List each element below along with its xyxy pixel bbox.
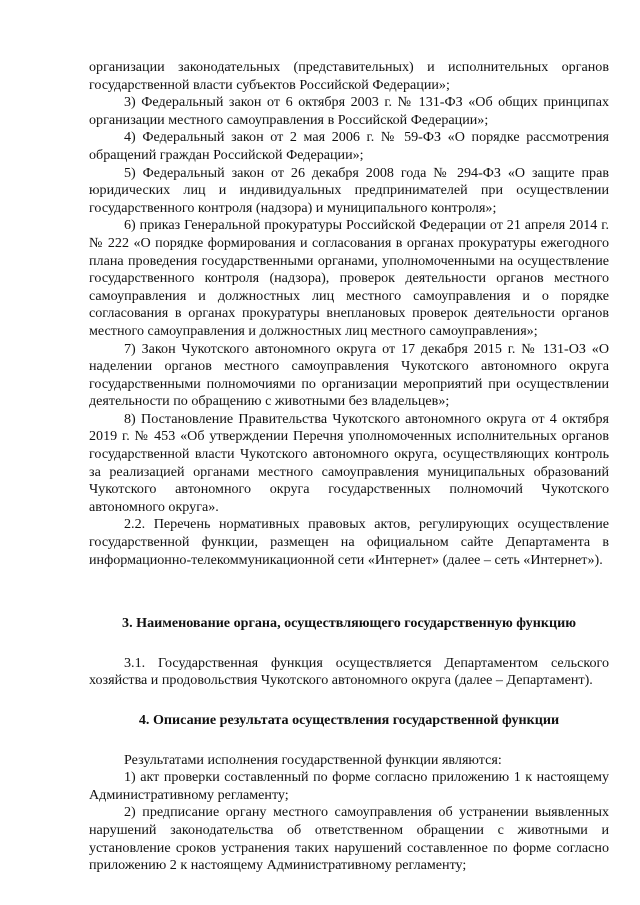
list-item-law-4: 4) Федеральный закон от 2 мая 2006 г. № 59-ФЗ «О порядке рассмотрения обращений граждан Российской Федерации»;	[89, 129, 609, 163]
spacer	[89, 633, 609, 655]
spacer	[89, 730, 609, 752]
result-item-1: 1) акт проверки составленный по форме согласно приложению 1 к настоящему Административному регламенту;	[89, 769, 609, 803]
document-page	[89, 59, 609, 875]
list-item-law-7: 7) Закон Чукотского автономного округа от 17 декабря 2015 г. № 131-ОЗ «О наделении органов местного самоуправления Чукотского автономного округа государственными полномочиями по организации мероприятий при осуществлении деятельности по обращению с животными без владельцев»;	[89, 340, 609, 410]
spacer	[89, 569, 609, 615]
list-item-law-3: 3) Федеральный закон от 6 октября 2003 г. № 131-ФЗ «Об общих принципах организации местного самоуправления в Российской Федерации»;	[89, 94, 609, 128]
section-3-heading: 3. Наименование органа, осуществляющего государственную функцию	[122, 615, 576, 632]
spacer	[89, 690, 609, 712]
paragraph-continuation: организации законодательных (представительных) и исполнительных органов государственной власти субъектов Российской Федерации»;	[89, 59, 609, 93]
section-4-heading: 4. Описание результата осуществления государственной функции	[138, 712, 560, 728]
list-item-order-6: 6) приказ Генеральной прокуратуры Российской Федерации от 21 апреля 2014 г. № 222 «О порядке формирования и согласования в органах прокуратуры ежегодного плана проведения государственными органами, уполномоченными на осуществление государственного контроля (надзора), проверок деятельности органов местного самоуправления и должностных лиц местного самоуправления и о порядке согласования в органах прокуратуры внеплановых проверок деятельности органов местного самоуправления и должностных лиц местного самоуправления»;	[89, 217, 609, 339]
clause-2-2: 2.2. Перечень нормативных правовых актов, регулирующих осуществление государственной функции, размещен на официальном сайте Департамента в информационно-телекоммуникационной сети «Интернет» (далее – сеть «Интернет»).	[89, 516, 609, 568]
clause-3-1: 3.1. Государственная функция осуществляется Департаментом сельского хозяйства и продовольствия Чукотского автономного округа (далее – Департамент).	[89, 654, 609, 689]
section-4-intro: Результатами исполнения государственной функции являются:	[124, 751, 502, 768]
list-item-resolution-8: 8) Постановление Правительства Чукотского автономного округа от 4 октября 2019 г. № 453 «Об утверждении Перечня уполномоченных исполнительных органов государственной власти Чукотского автономного округа, осуществляющих контроль за реализацией органами местного самоуправления муниципальных образований Чукотского автономного округа государственных полномочий Чукотского автономного округа».	[89, 410, 609, 515]
list-item-law-5: 5) Федеральный закон от 26 декабря 2008 года № 294-ФЗ «О защите прав юридических лиц и индивидуальных предпринимателей при осуществлении государственного контроля (надзора) и муниципального контроля»;	[89, 164, 609, 216]
result-item-2: 2) предписание органу местного самоуправления об устранении выявленных нарушений законодательства об ответственном обращении с животными и установление сроков устранения таких нарушений составленное по форме согласно приложению 2 к настоящему Административному регламенту;	[89, 804, 609, 874]
